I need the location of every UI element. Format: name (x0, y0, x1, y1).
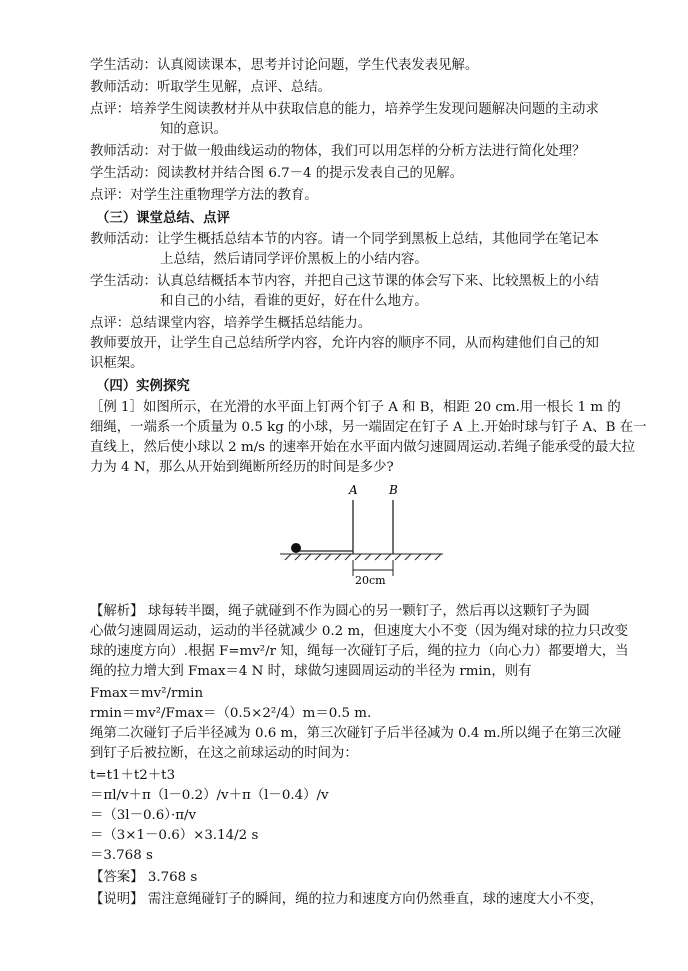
text-line: 点评：培养学生阅读教材并从中获取信息的能力，培养学生发现问题解决问题的主动求 (90, 102, 599, 117)
nail-rope-diagram (275, 480, 445, 590)
text-line: ＝（3l－0.6）·π/v (90, 808, 197, 823)
text-line: 和自己的小结，看谁的更好，好在什么地方。 (160, 294, 428, 309)
text-line: （四）实例探究 (96, 378, 190, 394)
text-line: ［例 1］如图所示，在光滑的水平面上钉两个钉子 A 和 B，相距 20 cm.用一根长 1 m 的 (90, 400, 621, 415)
text-line: 教师活动：对于做一般曲线运动的物体，我们可以用怎样的分析方法进行简化处理？ (90, 144, 586, 159)
text-line: 绳第二次碰钉子后半径减为 0.6 m，第三次碰钉子后半径减为 0.4 m.所以绳子在第三次碰 (90, 726, 622, 741)
ground-hatch (280, 554, 443, 560)
text-line: 学生活动：阅读教材并结合图 6.7－4 的提示发表自己的见解。 (90, 166, 464, 181)
text-line: 教师活动：让学生概括总结本节的内容。请一个同学到黑板上总结，其他同学在笔记本 (90, 232, 599, 247)
label-a: A (349, 483, 358, 497)
text-line: 球的速度方向）.根据 F=mv²/r 知，绳每一次碰钉子后，绳的拉力（向心力）都要增大，当 (90, 644, 629, 659)
text-line: 到钉子后被拉断，在这之前球运动的时间为： (90, 746, 358, 761)
text-line: 【答案】 3.768 s (90, 870, 198, 885)
text-line: 学生活动：认真总结概括本节内容，并把自己这节课的体会写下来、比较黑板上的小结 (90, 274, 599, 289)
text-line: 【说明】 需注意绳碰钉子的瞬间，绳的拉力和速度方向仍然垂直，球的速度大小不变， (90, 892, 604, 907)
text-line: 教师活动：听取学生见解，点评、总结。 (90, 80, 332, 95)
dimension-label: 20cm (355, 574, 386, 587)
label-b: B (389, 483, 398, 497)
text-line: 知的意识。 (160, 122, 227, 137)
ball (291, 543, 301, 553)
text-line: 上总结，然后请同学评价黑板上的小结内容。 (160, 252, 428, 267)
text-line: 直线上，然后使小球以 2 m/s 的速率开始在水平面内做匀速圆周运动.若绳子能承受的最大拉 (90, 440, 636, 455)
text-line: 细绳，一端系一个质量为 0.5 kg 的小球，另一端固定在钉子 A 上.开始时球与钉子 A、B 在一 (90, 420, 647, 435)
text-line: 学生活动：认真阅读课本，思考并讨论问题，学生代表发表见解。 (90, 58, 479, 73)
text-line: 点评：对学生注重物理学方法的教育。 (90, 188, 318, 203)
text-line: Fmax＝mv²/rmin (90, 686, 204, 701)
text-line: 【解析】 球每转半圈，绳子就碰到不作为圆心的另一颗钉子，然后再以这颗钉子为圆 (90, 604, 590, 619)
text-line: ＝3.768 s (90, 848, 153, 863)
text-line: 点评：总结课堂内容，培养学生概括总结能力。 (90, 316, 372, 331)
text-line: 力为 4 N，那么从开始到绳断所经历的时间是多少? (90, 460, 394, 475)
text-line: ＝（3×1－0.6）×3.14/2 s (90, 828, 259, 843)
text-line: 识框架。 (90, 356, 144, 371)
text-line: （三）课堂总结、点评 (96, 210, 230, 226)
text-line: 心做匀速圆周运动，运动的半径就减少 0.2 m，但速度大小不变（因为绳对球的拉力只改变 (90, 624, 628, 639)
text-line: ＝πl/v＋π（l－0.2）/v＋π（l－0.4）/v (90, 788, 329, 803)
text-line: 教师要放开，让学生自己总结所学内容，允许内容的顺序不同，从而构建他们自己的知 (90, 336, 599, 351)
text-line: t=t1＋t2＋t3 (90, 768, 176, 783)
text-line: 绳的拉力增大到 Fmax＝4 N 时，球做匀速圆周运动的半径为 rmin，则有 (90, 664, 532, 679)
text-line: rmin＝mv²/Fmax＝（0.5×2²/4）m＝0.5 m. (90, 706, 372, 721)
